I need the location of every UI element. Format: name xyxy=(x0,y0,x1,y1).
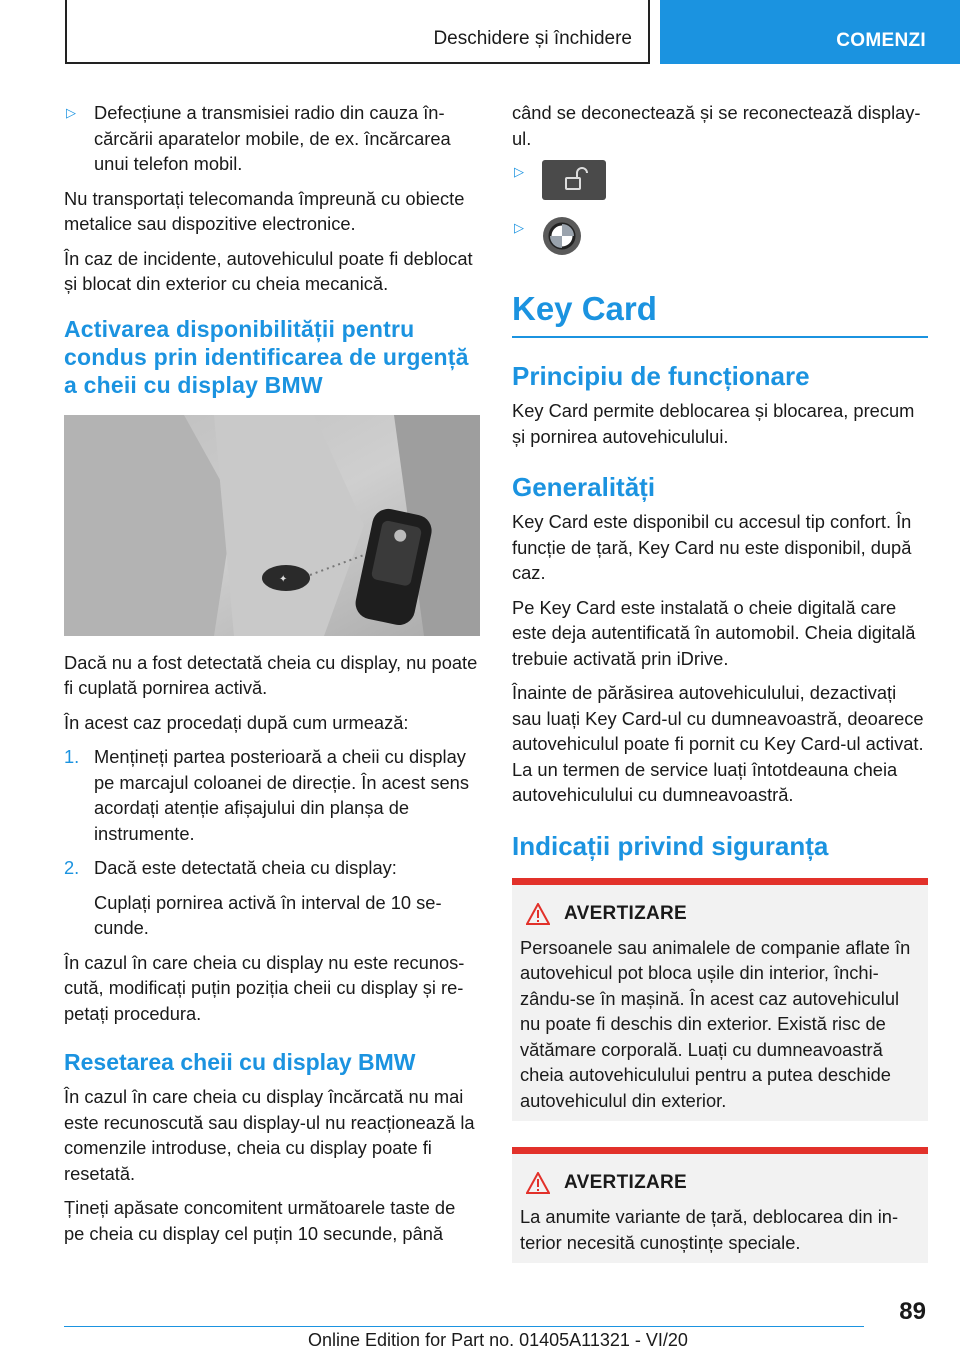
paragraph: În caz de incidente, autovehiculul poate fi deblocat și blocat din exterior cu cheia mecanică. xyxy=(64,247,473,294)
heading-safety: Indicații privind siguranța xyxy=(512,830,829,861)
paragraph: În cazul în care cheia cu display nu este recunoscută, modificați puțin poziția cheii cu display și repetați procedura. xyxy=(64,951,465,1024)
list-item xyxy=(512,160,928,210)
paragraph: Pe Key Card este instalată o cheie digitală care este deja autentificată în automobil. Cheia digitală trebuie activată prin iDrive. xyxy=(512,596,916,669)
heading-general: Generalități xyxy=(512,472,656,502)
step-detail: Cuplați pornirea activă în interval de 10 secunde. xyxy=(94,891,442,938)
paragraph: când se deconectează și se reconectează display-ul. xyxy=(512,102,921,149)
heading-activation: Activarea disponibilității pentru condus prin identificarea de urgență a cheii cu display BMW xyxy=(64,315,469,398)
header-chapter-title: COMENZI xyxy=(836,30,926,51)
step-number: 2. xyxy=(64,857,80,878)
list-item xyxy=(64,100,480,177)
footer-divider xyxy=(64,1326,864,1327)
footer-edition: Online Edition for Part no. 01405A11321 - VI/20 xyxy=(308,1330,688,1350)
warning-box xyxy=(512,878,928,1122)
warning-box xyxy=(512,1147,928,1263)
list-item xyxy=(512,216,928,266)
bmw-logo-button-icon xyxy=(542,216,582,256)
paragraph: Nu transportați telecomanda împreună cu obiecte metalice sau dispozitive electronice. xyxy=(64,187,465,234)
heading-reset: Resetarea cheii cu display BMW xyxy=(64,1049,416,1075)
paragraph: În acest caz procedați după cum urmează: xyxy=(64,711,409,733)
paragraph: Key Card este disponibil cu accesul tip confort. În funcție de țară, Key Card nu este disponibil, după caz. xyxy=(512,511,912,583)
warning-title-text: AVERTIZARE xyxy=(564,1172,687,1193)
paragraph: Înainte de părăsirea autovehiculului, dezactivați sau luați Key Card-ul cu dumneavoastră, deoarece autovehiculul poate fi pornit cu Key Card-ul activat. La un termen de service luați întotdeauna cheia autovehiculului cu dumneavoastră. xyxy=(512,682,924,805)
paragraph: Țineți apăsate concomitent următoarele taste de pe cheia cu display cel puțin 10 secunde, până xyxy=(64,1197,456,1244)
header-section-box xyxy=(65,0,650,64)
left-column xyxy=(64,100,480,1255)
page-number: 89 xyxy=(899,1298,926,1325)
header-section-title: Deschidere și închidere xyxy=(433,28,632,49)
warning-text: La anumite variante de țară, deblocarea din interior necesită cunoștințe speciale. xyxy=(520,1206,899,1253)
triangle-bullet-icon: ▷ xyxy=(514,164,524,179)
paragraph: Dacă nu a fost detectată cheia cu display, nu poate fi cuplată pornirea activă. xyxy=(64,651,478,698)
step-text: Dacă este detectată cheia cu display: xyxy=(94,857,397,878)
paragraph: În cazul în care cheia cu display încărcată nu mai este recunoscută sau display-ul nu reacționează la comenzile introduse, cheia cu display poate fi resetată. xyxy=(64,1086,475,1184)
heading-principle: Principiu de funcționare xyxy=(512,361,810,391)
step-text: Mențineți partea posterioară a cheii cu display pe marcajul coloanei de direcție. În acest sens acordați atenție afișajului din planșa de instrumente. xyxy=(94,746,469,844)
unlock-button-icon xyxy=(542,160,606,200)
heading-key-card: Key Card xyxy=(512,288,928,338)
step-item xyxy=(64,744,480,846)
triangle-bullet-icon: ▷ xyxy=(514,220,524,235)
step-number: 1. xyxy=(64,746,80,767)
warning-title-text: AVERTIZARE xyxy=(564,902,687,924)
key-on-steering-column-image xyxy=(64,415,480,636)
warning-title xyxy=(560,903,920,925)
triangle-bullet-icon: ▷ xyxy=(66,105,76,120)
bullet-text: Defecțiune a transmisiei radio din cauza încărcării aparatelor mobile, de ex. încărcarea unui telefon mobil. xyxy=(94,102,451,174)
warning-triangle-icon xyxy=(526,1172,550,1194)
warning-triangle-icon xyxy=(526,903,550,925)
right-column xyxy=(512,100,928,1277)
warning-title xyxy=(560,1172,920,1194)
paragraph: Key Card permite deblocarea și blocarea, precum și pornirea autovehiculului. xyxy=(512,400,915,447)
svg-text:✦: ✦ xyxy=(279,573,288,585)
warning-text: Persoanele sau animalele de companie aflate în autovehicul pot bloca ușile din interior, închizându-se în mașină. În acest caz autovehiculul nu poate fi deschis din exterior. Există risc de vătămare corporală. Luați cu dumneavoastră cheia autovehiculului pentru a putea deschide autovehiculul din exterior. xyxy=(520,936,911,1111)
step-item xyxy=(64,855,480,881)
header-chapter-tab[interactable] xyxy=(660,0,960,64)
